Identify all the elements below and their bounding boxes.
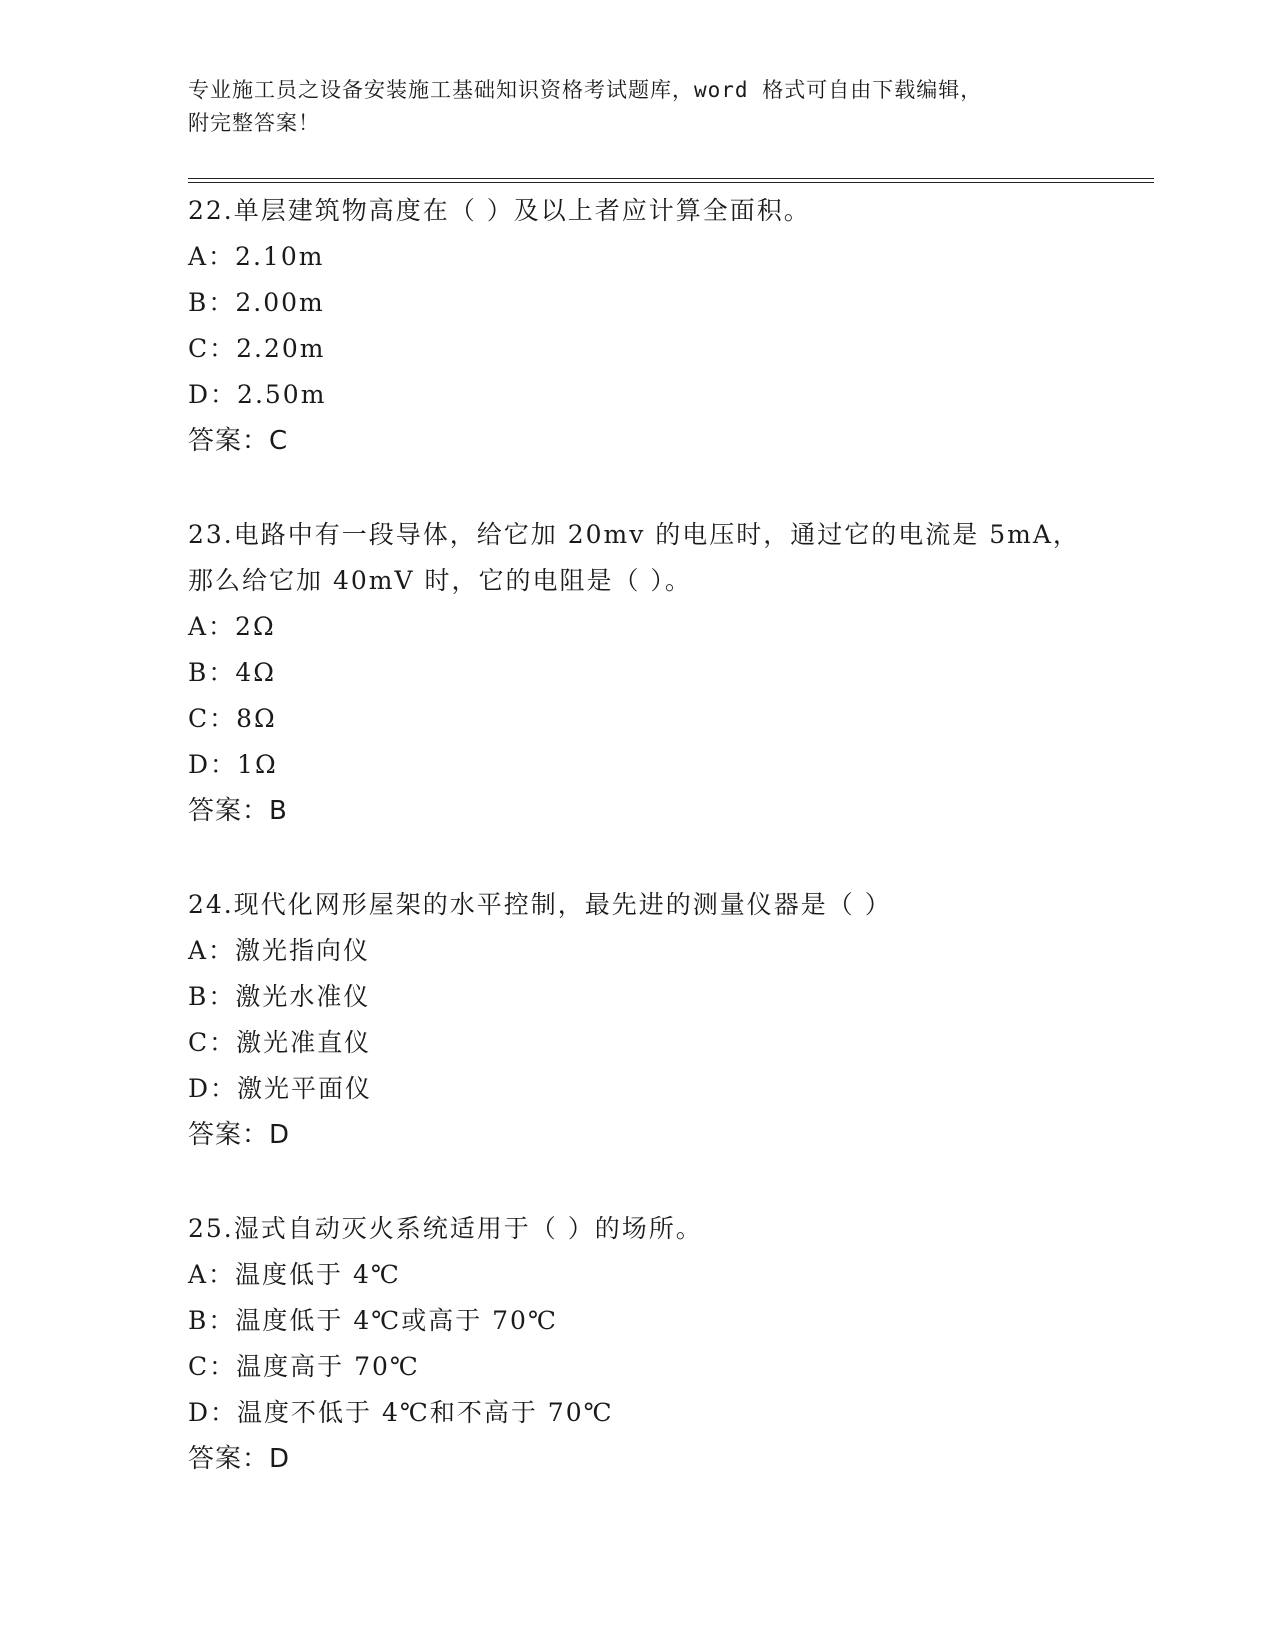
header-divider-bottom <box>188 182 1154 183</box>
question-spacer <box>188 834 1168 882</box>
option-b: B：激光水准仪 <box>188 982 371 1011</box>
option-b: B：2.00m <box>188 288 325 317</box>
question-spacer <box>188 464 1168 512</box>
question-list <box>188 188 1168 1482</box>
option-d: D：2.50m <box>188 380 327 409</box>
option-a: A：2Ω <box>188 612 276 641</box>
option-a: A：温度低于 4℃ <box>188 1260 401 1289</box>
header-line-2: 附完整答案！ <box>188 111 320 135</box>
header-line-1: 专业施工员之设备安装施工基础知识资格考试题库，word 格式可自由下载编辑， <box>188 78 983 102</box>
document-header <box>188 74 1088 140</box>
header-divider-top <box>188 178 1154 179</box>
option-d: D：激光平面仪 <box>188 1074 373 1103</box>
question-stem: 23.电路中有一段导体，给它加 20mv 的电压时，通过它的电流是 5mA， <box>188 520 1080 549</box>
option-b: B：4Ω <box>188 658 277 687</box>
option-a: A：激光指向仪 <box>188 936 371 965</box>
question-stem-continued: 那么给它加 40mV 时，它的电阻是（ ）。 <box>188 566 692 595</box>
option-d: D：1Ω <box>188 750 278 779</box>
question-24 <box>188 882 1168 1158</box>
question-23 <box>188 512 1168 834</box>
question-stem: 22.单层建筑物高度在（ ）及以上者应计算全面积。 <box>188 196 811 225</box>
question-22 <box>188 188 1168 464</box>
option-c: C：温度高于 70℃ <box>188 1352 420 1381</box>
option-a: A：2.10m <box>188 242 325 271</box>
question-stem: 25.湿式自动灭火系统适用于（ ）的场所。 <box>188 1214 703 1243</box>
option-c: C：激光准直仪 <box>188 1028 372 1057</box>
question-25 <box>188 1206 1168 1482</box>
option-b: B：温度低于 4℃或高于 70℃ <box>188 1306 558 1335</box>
answer-label: 答案：D <box>188 1444 291 1474</box>
option-c: C：2.20m <box>188 334 326 363</box>
option-d: D：温度不低于 4℃和不高于 70℃ <box>188 1398 614 1427</box>
question-stem: 24.现代化网形屋架的水平控制，最先进的测量仪器是（ ） <box>188 890 892 919</box>
question-spacer <box>188 1158 1168 1206</box>
option-c: C：8Ω <box>188 704 277 733</box>
answer-label: 答案：C <box>188 426 289 456</box>
answer-label: 答案：B <box>188 796 288 826</box>
answer-label: 答案：D <box>188 1120 291 1150</box>
